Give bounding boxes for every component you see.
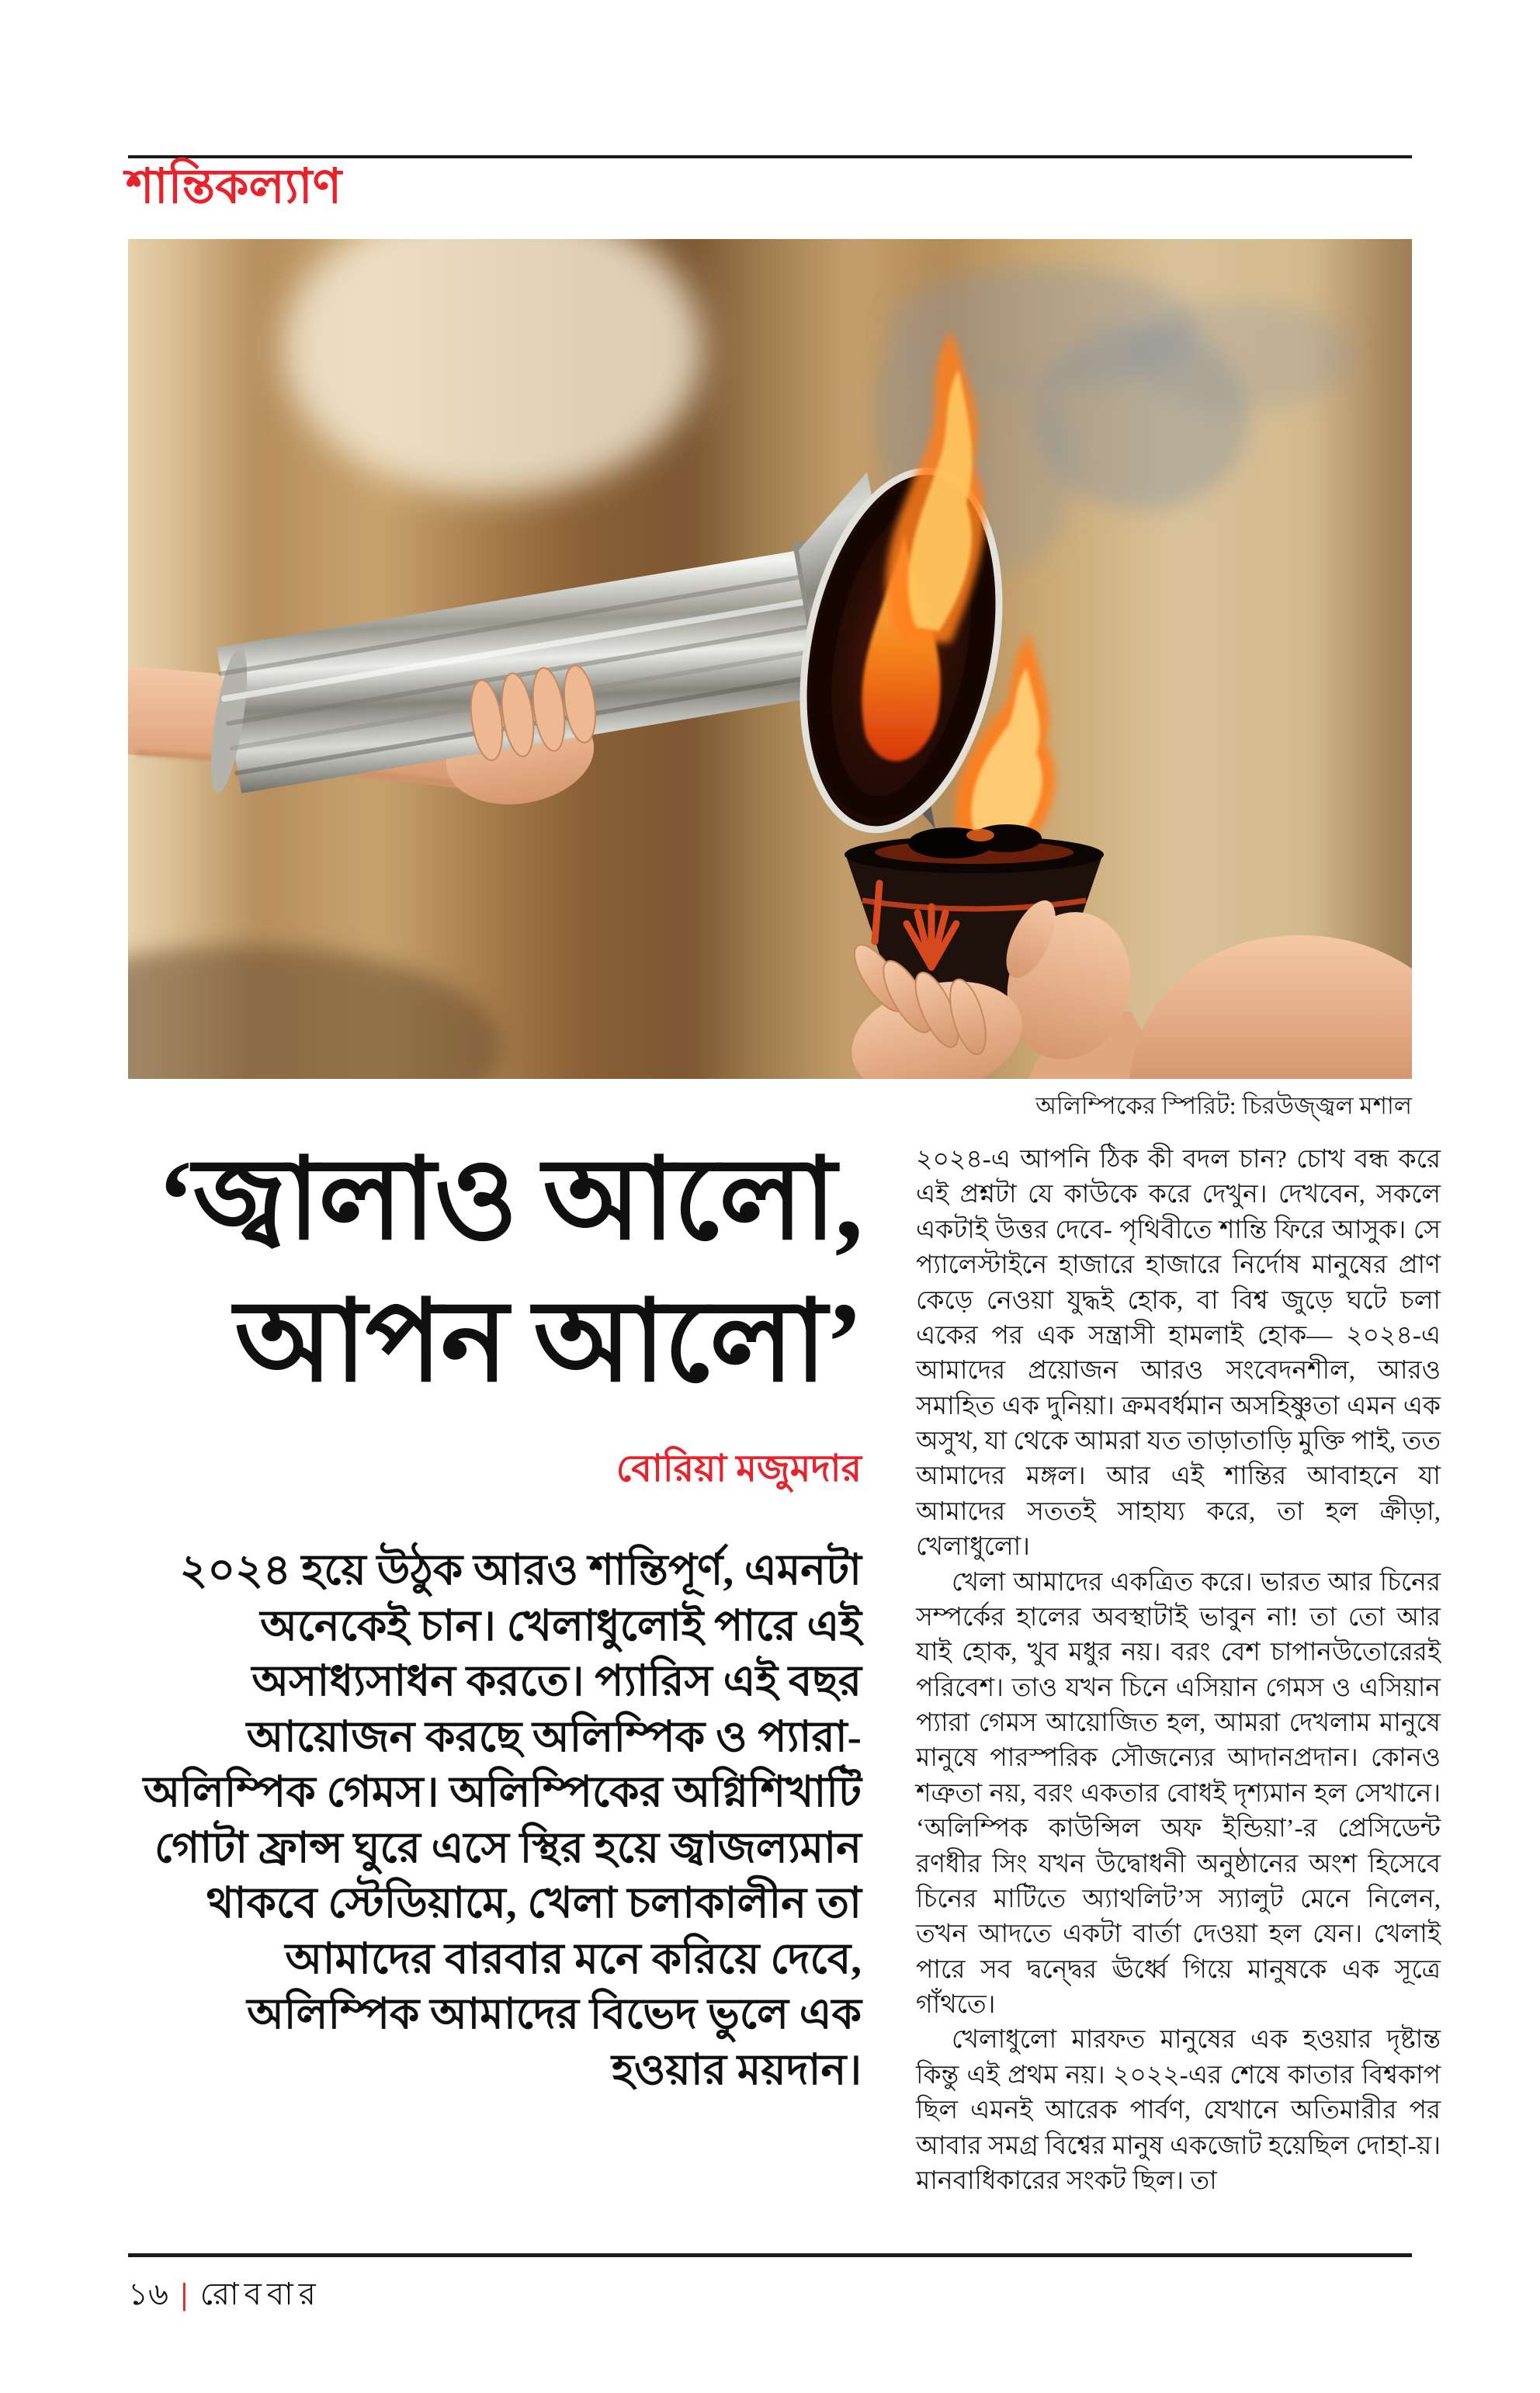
article-byline: বোরিয়া মজুমদার [616, 1448, 862, 1490]
body-paragraph: খেলাধুলো মারফত মানুষের এক হওয়ার দৃষ্টান্ত কিন্তু এই প্রথম নয়। ২০২২-এর শেষে কাতার বিশ্বকাপ ছিল এমনই আরেক পার্বণ, যেখানে অতিমারীর পর আবার সমগ্র বিশ্বের মানুষ একজোট হয়েছিল দোহা-য়। মানবাধিকারের সংকট ছিল। তা [916, 2026, 1441, 2195]
section-title: শান্তিকল্যাণ [126, 161, 342, 213]
top-rule [128, 155, 1412, 158]
publication-name: রোববার [199, 2277, 321, 2311]
headline-line-2: আপন আলো’ [234, 1278, 862, 1405]
article-photo [128, 239, 1412, 1079]
body-column [916, 1143, 1441, 2199]
stone-base-shadow [128, 945, 501, 1079]
light-patch [283, 239, 702, 495]
headline-column [128, 1129, 862, 2097]
body-paragraph: ২০২৪-এ আপনি ঠিক কী বদল চান? চোখ বন্ধ করে এই প্রশ্নটা যে কাউকে করে দেখুন। দেখবেন, সকলে একটাই উত্তর দেবে- পৃথিবীতে শান্তি ফিরে আসুক। সে প্যালেস্টাইনে হাজারে হাজারে নির্দোষ মানুষের প্রাণ কেড়ে নেওয়া যুদ্ধই হোক, বা বিশ্ব জুড়ে ঘটে চলা একের পর এক সন্ত্রাসী হামলাই হোক— ২০২৪-এ আমাদের প্রয়োজন আরও সংবেদনশীল, আরও সমাহিত এক দুনিয়া। ক্রমবর্ধমান অসহিষ্ণুতা এমন এক অসুখ, যা থেকে আমরা যত তাড়াতাড়ি মুক্তি পাই, তত আমাদের মঙ্গল। আর এই শান্তির আবাহনে যা আমাদের সততই সাহায্য করে, তা হল ক্রীড়া, খেলাধুলো। [916, 1146, 1441, 1562]
body-paragraph: খেলা আমাদের একত্রিত করে। ভারত আর চিনের সম্পর্কের হালের অবস্থাটাই ভাবুন না! তা তো আর যাই হোক, খুব মধুর নয়। বরং বেশ চাপানউতোরেরই পরিবেশ। তাও যখন চিনে এসিয়ান গেমস ও এসিয়ান প্যারা গেমস আয়োজিত হল, আমরা দেখলাম মানুষে মানুষে পারস্পরিক সৌজন্যের আদানপ্রদান। কোনও শত্রুতা নয়, বরং একতার বোধই দৃশ্যমান হল সেখানে। ‘অলিম্পিক কাউন্সিল অফ ইন্ডিয়া’-র প্রেসিডেন্ট রণধীর সিং যখন উদ্বোধনী অনুষ্ঠানের অংশ হিসেবে চিনের মাটিতে অ্যাথলিট’স স্যালুট মেনে নিলেন, তখন আদতে একটা বার্তা দেওয়া হল যেন। খেলাই পারে সব দ্বন্দ্বের ঊর্ধ্বে গিয়ে মানুষকে এক সূত্রে গাঁথতে। [916, 1568, 1441, 2019]
headline-line-1: ‘জ্বালাও আলো, [157, 1137, 862, 1263]
photo-caption: অলিম্পিকের স্পিরিট: চিরউজ্জ্বল মশাল [1035, 1092, 1412, 1119]
bottom-rule [128, 2253, 1412, 2257]
article-headline [128, 1129, 862, 1413]
lead-paragraph: ২০২৪ হয়ে উঠুক আরও শান্তিপূর্ণ, এমনটা অনেকেই চান। খেলাধুলোই পারে এই অসাধ্যসাধন করতে। প্যারিস এই বছর আয়োজন করছে অলিম্পিক ও প্যারা-অলিম্পিক গেমস। অলিম্পিকের অগ্নিশিখাটি গোটা ফ্রান্স ঘুরে এসে স্থির হয়ে জ্বাজল্যমান থাকবে স্টেডিয়ামে, খেলা চলাকালীন তা আমাদের বারবার মনে করিয়ে দেবে, অলিম্পিক আমাদের বিভেদ ভুলে এক হওয়ার ময়দান। [143, 1546, 862, 2093]
photo-illustration [128, 239, 1412, 1079]
page-footer [128, 2270, 321, 2322]
footer-separator: | [180, 2277, 188, 2311]
page-number: ১৬ [128, 2277, 168, 2311]
